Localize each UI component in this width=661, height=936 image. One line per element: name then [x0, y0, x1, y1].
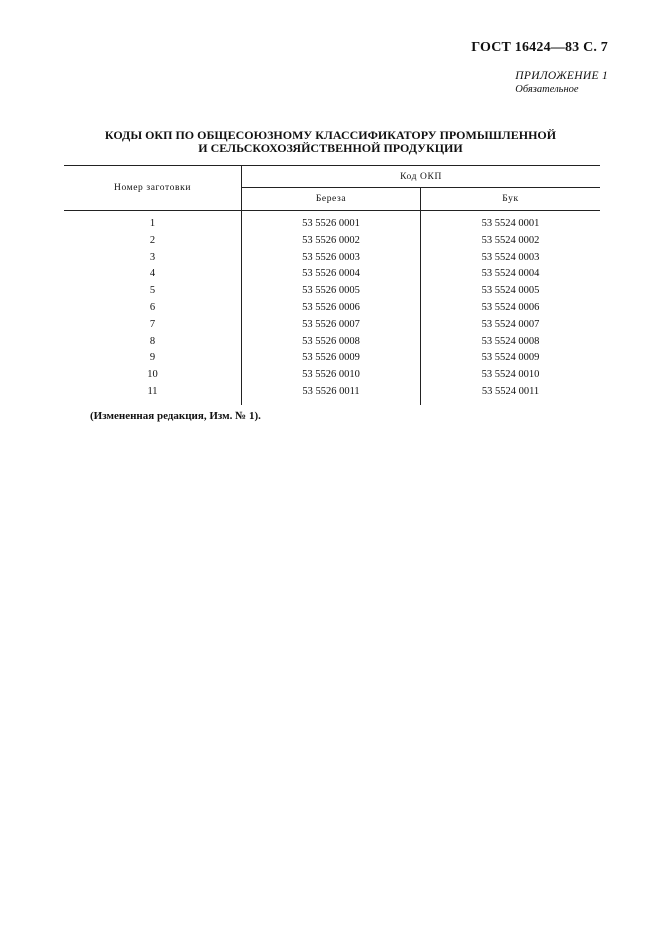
column-header-number: Номер заготовки: [64, 166, 242, 211]
okp-codes-table: [64, 165, 600, 405]
page-title-line-2: И СЕЛЬСКОХОЗЯЙСТВЕННОЙ ПРОДУКЦИИ: [198, 141, 463, 155]
row-number-cell: 2: [64, 233, 242, 250]
table-row: [64, 283, 600, 300]
row-number-cell: 10: [64, 367, 242, 384]
document-code: ГОСТ 16424—83 С. 7: [471, 40, 608, 55]
birch-code-cell: 53 5526 0006: [242, 300, 421, 317]
birch-code-cell: 53 5526 0008: [242, 334, 421, 351]
row-number-cell: 7: [64, 317, 242, 334]
birch-code-cell: 53 5526 0003: [242, 250, 421, 267]
beech-code-cell: 53 5524 0007: [481, 318, 540, 330]
table-row: [64, 250, 600, 267]
beech-code-cell: 53 5524 0001: [481, 218, 540, 229]
table-row: [64, 300, 600, 317]
appendix-title: ПРИЛОЖЕНИЕ 1: [515, 70, 608, 82]
beech-code-cell: 53 5524 0002: [481, 234, 540, 246]
birch-code-cell: 53 5526 0010: [242, 367, 421, 384]
appendix-subtitle: Обязательное: [515, 84, 579, 95]
birch-code-cell: 53 5526 0004: [242, 266, 421, 283]
table-row: [64, 350, 600, 367]
table-row: [64, 317, 600, 334]
page-title-line-1: КОДЫ ОКП ПО ОБЩЕСОЮЗНОМУ КЛАССИФИКАТОРУ ПРОМЫШЛЕННОЙ: [104, 128, 557, 142]
table-row: [64, 233, 600, 250]
page-title: [0, 129, 661, 155]
row-number-cell: 3: [64, 250, 242, 267]
row-number-cell: 9: [64, 350, 242, 367]
beech-code-cell: 53 5524 0004: [481, 268, 540, 280]
row-number-cell: 6: [64, 300, 242, 317]
row-number-cell: 4: [64, 266, 242, 283]
column-header-birch: Береза: [242, 188, 421, 211]
row-number-cell: 8: [64, 334, 242, 351]
beech-code-cell: 53 5524 0009: [481, 352, 540, 364]
row-number-cell: 5: [64, 283, 242, 300]
beech-code-cell: 53 5524 0003: [481, 251, 540, 263]
column-header-beech: Бук: [421, 188, 601, 211]
birch-code-cell: 53 5526 0009: [242, 350, 421, 367]
revision-note: (Измененная редакция, Изм. № 1).: [90, 410, 261, 422]
table-row: [64, 266, 600, 283]
table-row: [64, 334, 600, 351]
birch-code-cell: 53 5526 0011: [242, 384, 421, 405]
birch-code-cell: 53 5526 0001: [242, 211, 421, 233]
table-row: [64, 211, 600, 233]
table-row: [64, 367, 600, 384]
birch-code-cell: 53 5526 0007: [242, 317, 421, 334]
column-header-okp: Код ОКП: [242, 166, 601, 188]
beech-code-cell: 53 5524 0006: [481, 301, 540, 313]
beech-code-cell: 53 5524 0005: [481, 285, 540, 297]
beech-code-cell: 53 5524 0011: [481, 385, 540, 397]
appendix-label: [515, 70, 608, 96]
table-row: [64, 384, 600, 405]
birch-code-cell: 53 5526 0005: [242, 283, 421, 300]
row-number-cell: 11: [64, 384, 242, 405]
beech-code-cell: 53 5524 0008: [481, 335, 540, 347]
birch-code-cell: 53 5526 0002: [242, 233, 421, 250]
beech-code-cell: 53 5524 0010: [481, 369, 540, 381]
table-body: [64, 211, 600, 405]
row-number-cell: 1: [64, 211, 242, 233]
